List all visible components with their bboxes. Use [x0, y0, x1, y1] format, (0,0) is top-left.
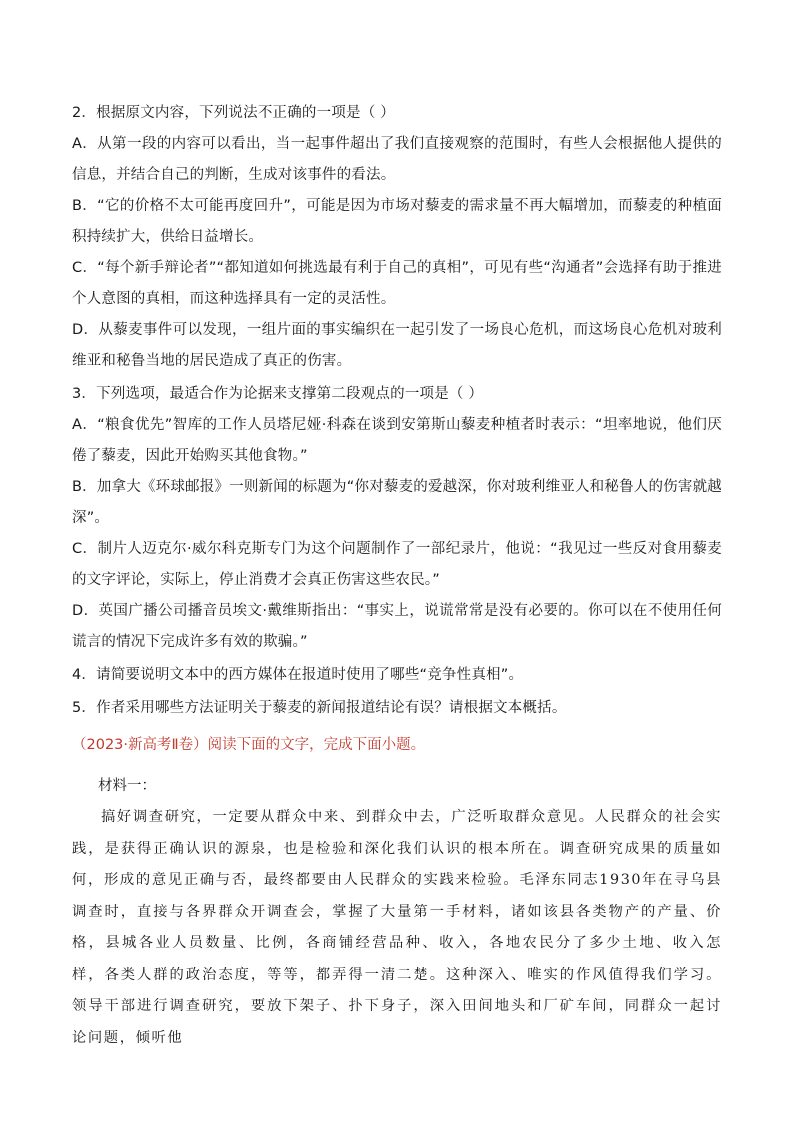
- material-one: [72, 771, 722, 1054]
- source-instruction: 阅读下面的文字，完成下面小题。: [207, 737, 426, 753]
- material-body: 搞好调查研究，一定要从群众中来、到群众中去，广泛听取群众意见。人民群众的社会实践，是获得正确认识的源泉，也是检验和深化我们认识的根本所在。调查研究成果的质量如何，形成的意见正确与否，最终都要由人民群众的实践来检验。毛泽东同志1930年在寻乌县调查时，直接与各界群众开调查会，掌握了大量第一手材料，诸如该县各类物产的产量、价格，县城各业人员数量、比例，各商铺经营品种、收入，各地农民分了多少土地、收入怎样，各类人群的政治态度，等等，都弄得一清二楚。这种深入、唯实的作风值得我们学习。领导干部进行调查研究，要放下架子、扑下身子，深入田间地头和厂矿车间，同群众一起讨论问题，倾听他: [72, 809, 722, 1046]
- question-2-option-b: B．“它的价格不太可能再度回升”，可能是因为市场对藜麦的需求量不再大幅增加，而藜麦的种植面积持续扩大，供给日益增长。: [72, 198, 722, 245]
- question-4: 4．请简要说明文本中的西方媒体在报道时使用了哪些“竞争性真相”。: [72, 667, 524, 683]
- question-3-option-a: A．“粮食优先”智库的工作人员塔尼娅·科森在谈到安第斯山藜麦种植者时表示：“坦率地说，他们厌倦了藜麦，因此开始购买其他食物。”: [72, 417, 722, 464]
- material-title: 材料一：: [98, 778, 156, 794]
- question-3-option-d: D．英国广播公司播音员埃文·戴维斯指出：“事实上，说谎常常是没有必要的。你可以在不使用任何谎言的情况下完成许多有效的欺骗。”: [72, 603, 722, 650]
- question-3-option-c: C．制片人迈克尔·威尔科克斯专门为这个问题制作了一部纪录片，他说：“我见过一些反对食用藜麦的文字评论，实际上，停止消费才会真正伤害这些农民。”: [72, 541, 722, 588]
- question-3-option-b: B．加拿大《环球邮报》一则新闻的标题为“你对藜麦的爱越深，你对玻利维亚人和秘鲁人的伤害就越深”。: [72, 479, 722, 526]
- source-line: [72, 730, 722, 761]
- question-2-option-a: A．从第一段的内容可以看出，当一起事件超出了我们直接观察的范围时，有些人会根据他人提供的信息，并结合自己的判断，生成对该事件的看法。: [72, 136, 722, 183]
- question-5: 5．作者采用哪些方法证明关于藜麦的新闻报道结论有误？请根据文本概括。: [72, 700, 567, 716]
- question-2-stem: 2．根据原文内容，下列说法不正确的一项是（ ）: [72, 105, 395, 121]
- question-2-option-c: C．“每个新手辩论者”“都知道如何挑选最有利于自己的真相”，可见有些“沟通者”会选择有助于推进个人意图的真相，而这种选择具有一定的灵活性。: [72, 260, 722, 307]
- question-3-stem: 3．下列选项，最适合作为论据来支撑第二段观点的一项是（ ）: [72, 386, 484, 402]
- source-tag: （2023·新高考Ⅱ卷）: [72, 737, 208, 753]
- question-2-option-d: D．从藜麦事件可以发现，一组片面的事实编织在一起引发了一场良心危机，而这场良心危机对玻利维亚和秘鲁当地的居民造成了真正的伤害。: [72, 322, 722, 369]
